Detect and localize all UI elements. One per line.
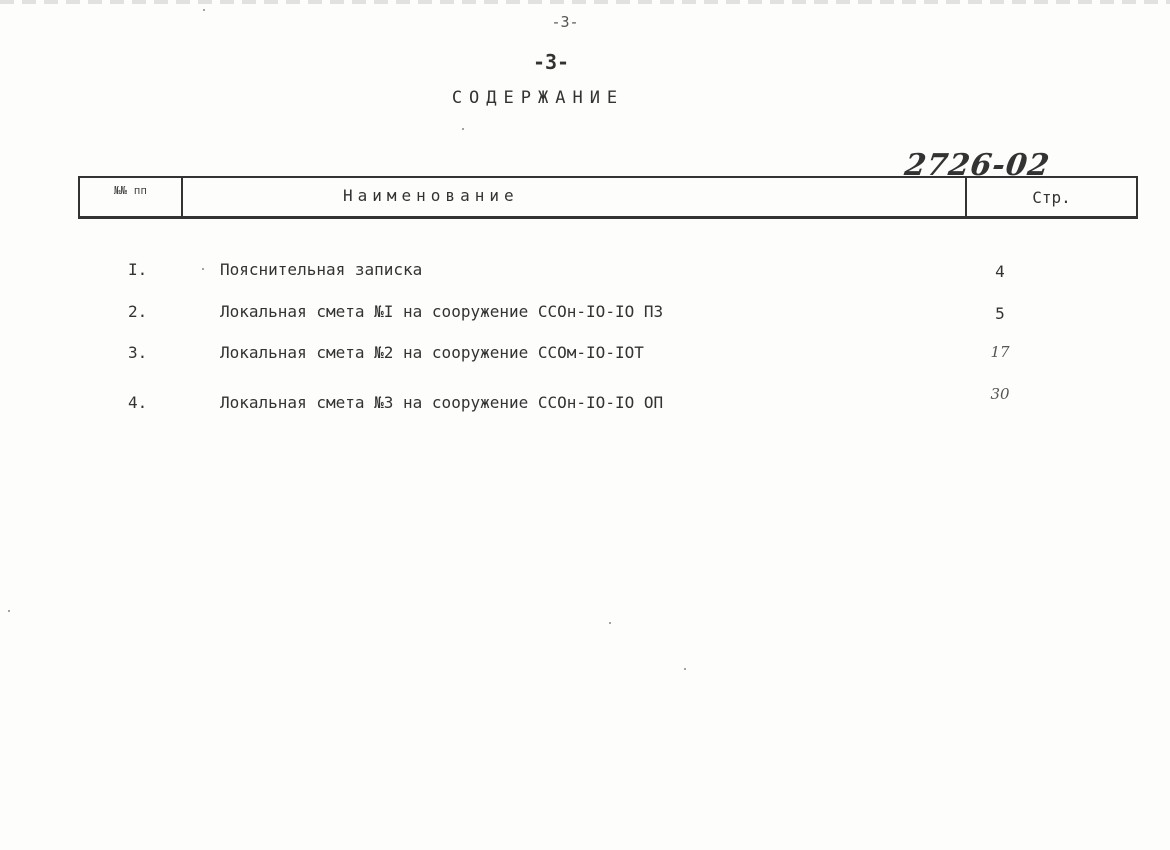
column-header-page: Стр. — [965, 178, 1136, 216]
row-name: Локальная смета №2 на сооружение ССОм-IO-IOT — [220, 343, 644, 362]
scan-speck — [684, 668, 686, 670]
document-title: СОДЕРЖАНИЕ — [451, 88, 625, 108]
scan-speck — [8, 610, 10, 612]
table-row — [0, 260, 1170, 286]
row-page: 4 — [995, 262, 1005, 281]
row-name: Пояснительная записка — [220, 260, 423, 279]
row-number: 3. — [128, 343, 148, 362]
table-row — [0, 343, 1170, 369]
table-row — [0, 302, 1170, 328]
row-name: Локальная смета №3 на сооружение ССОн-IO-IO ОП — [220, 393, 664, 412]
scan-speck — [202, 268, 204, 270]
top-page-number: -3- — [551, 13, 579, 31]
row-number: I. — [128, 260, 148, 279]
column-header-number: №№ пп — [80, 178, 183, 216]
page-number: -3- — [532, 50, 570, 74]
table-header — [78, 176, 1138, 219]
row-page: 17 — [990, 343, 1010, 361]
row-number: 2. — [128, 302, 148, 321]
scan-speck — [609, 622, 611, 624]
row-page: 5 — [995, 304, 1005, 323]
scan-edge-artifact — [0, 0, 1170, 4]
scan-speck — [203, 9, 205, 11]
row-name: Локальная смета №I на сооружение ССОн-IO-IO ПЗ — [220, 302, 664, 321]
row-page: 30 — [990, 385, 1010, 403]
column-header-name: Наименование — [343, 186, 519, 205]
row-number: 4. — [128, 393, 148, 412]
document-code: 2726-02 — [902, 148, 1053, 183]
table-row — [0, 385, 1170, 419]
scan-speck — [462, 128, 464, 130]
